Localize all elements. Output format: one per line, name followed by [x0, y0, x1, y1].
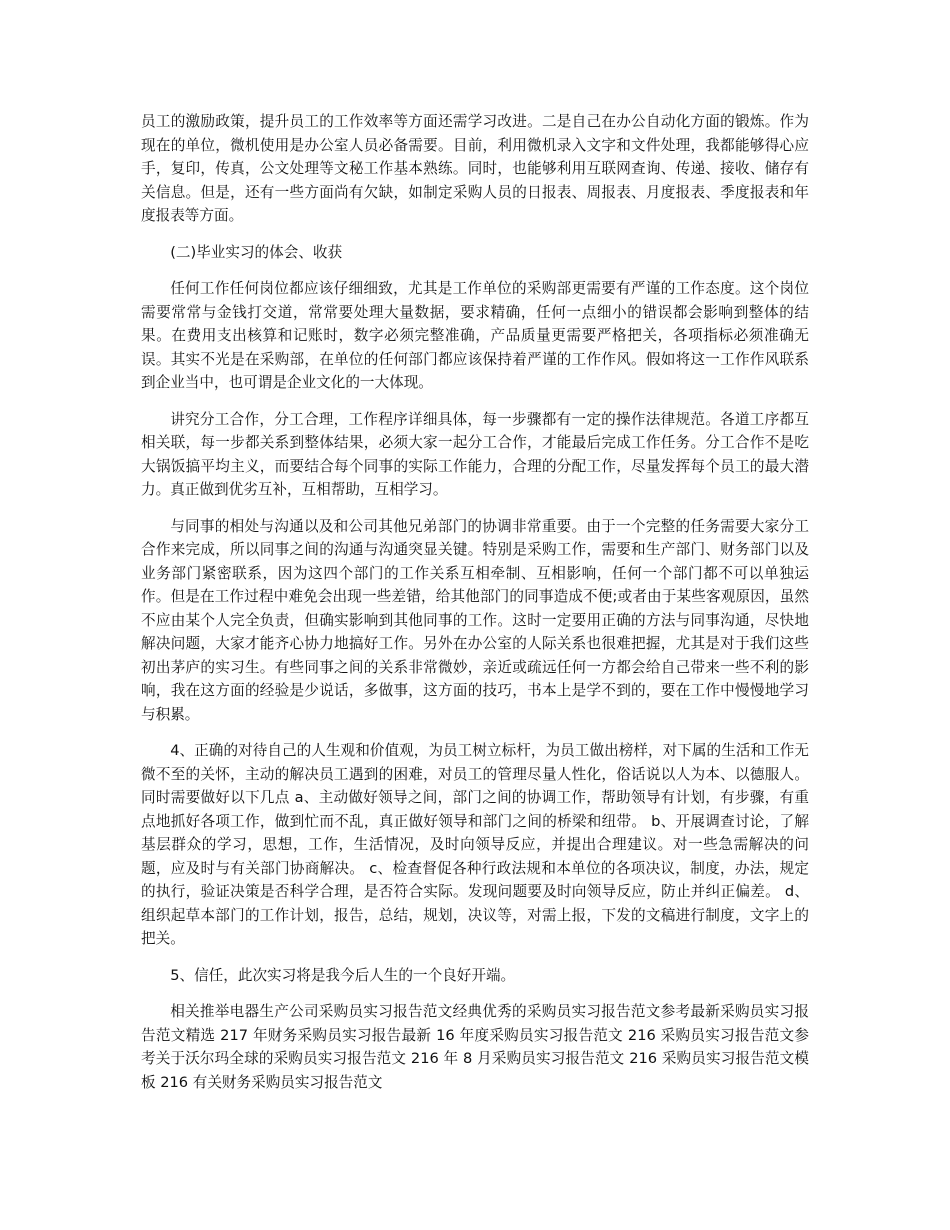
paragraph-point-5-trust: 5、信任，此次实习将是我今后人生的一个良好开端。: [170, 966, 516, 984]
section-heading-internship-experience: (二)毕业实习的体会、收获: [170, 243, 343, 261]
document-page: [141, 110, 809, 1107]
paragraph-work-improvement: 员工的激励政策，提升员工的工作效率等方面还需学习改进。二是自己在办公自动化方面的锻炼。作为现在的单位，微机使用是办公室人员必备需要。目前，利用微机录入文字和文件处理，我都能够得心应手，复印，传真，公文处理等文秘工作基本熟练。同时，也能够利用互联网查询、传递、接收、储存有关信息。但是，还有一些方面尚有欠缺，如制定采购人员的日报表、周报表、月度报表、季度报表和年度报表等方面。: [141, 113, 809, 224]
paragraph-related-recommendations: 相关推举电器生产公司采购员实习报告范文经典优秀的采购员实习报告范文参考最新采购员实习报告范文精选 217 年财务采购员实习报告最新 16 年度采购员实习报告范文 216 采购员实习报告范文参考关于沃尔玛全球的采购员实习报告范文 216 年 8 月采购员实习报告范文 216 采购员实习报告范文模板 216 有关财务采购员实习报告范文: [141, 1003, 809, 1091]
paragraph-point-4-values: 4、正确的对待自己的人生观和价值观，为员工树立标杆，为员工做出榜样，对下属的生活和工作无微不至的关怀，主动的解决员工遇到的困难，对员工的管理尽量人性化，俗话说以人为本、以德服人。同时需要做好以下几点 a、主动做好领导之间，部门之间的协调工作，帮助领导有计划，有步骤，有重点地抓好各项工作，做到忙而不乱，真正做好领导和部门之间的桥梁和纽带。 b、开展调查讨论，了解基层群众的学习，思想，工作，生活情况，及时向领导反应，并提出合理建议。对一些急需解决的问题，应及时与有关部门协商解决。 c、检查督促各种行政法规和本单位的各项决议，制度，办法，规定的执行，验证决策是否科学合理，是否符合实际。发现问题要及时向领导反应，防止并纠正偏差。 d、组织起草本部门的工作计划，报告，总结，规划，决议等，对需上报，下发的文稿进行制度，文字上的把关。: [141, 742, 809, 947]
paragraph-colleague-communication: 与同事的相处与沟通以及和公司其他兄弟部门的协调非常重要。由于一个完整的任务需要大家分工合作来完成，所以同事之间的沟通与沟通突显关键。特别是采购工作，需要和生产部门、财务部门以及业务部门紧密联系，因为这四个部门的工作关系互相牵制、互相影响，任何一个部门都不可以单独运作。但是在工作过程中难免会出现一些差错，给其他部门的同事造成不便;或者由于某些客观原因，虽然不应由某个人完全负责，但确实影响到其他同事的工作。这时一定要用正确的方法与同事沟通，尽快地解决问题，大家才能齐心协力地搞好工作。另外在办公室的人际关系也很难把握，尤其是对于我们这些初出茅庐的实习生。有些同事之间的关系非常微妙，亲近或疏远任何一方都会给自己带来一些不利的影响，我在这方面的经验是少说话，多做事，这方面的技巧，书本上是学不到的，要在工作中慢慢地学习与积累。: [141, 517, 809, 723]
paragraph-rigorous-attitude: 任何工作任何岗位都应该仔细细致，尤其是工作单位的采购部更需要有严谨的工作态度。这个岗位需要常常与金钱打交道，常常要处理大量数据，要求精确，任何一点细小的错误都会影响到整体的结果。在费用支出核算和记账时，数字必须完整准确，产品质量更需要严格把关，各项指标必须准确无误。其实不光是在采购部，在单位的任何部门都应该保持着严谨的工作作风。假如将这一工作作风联系到企业当中，也可谓是企业文化的一大体现。: [141, 280, 809, 391]
paragraph-division-of-labor: 讲究分工合作，分工合理，工作程序详细具体，每一步骤都有一定的操作法律规范。各道工序都互相关联，每一步都关系到整体结果，必须大家一起分工合作，才能最后完成工作任务。分工合作不是吃大锅饭搞平均主义，而要结合每个同事的实际工作能力，合理的分配工作，尽量发挥每个员工的最大潜力。真正做到优劣互补，互相帮助，互相学习。: [141, 410, 809, 498]
